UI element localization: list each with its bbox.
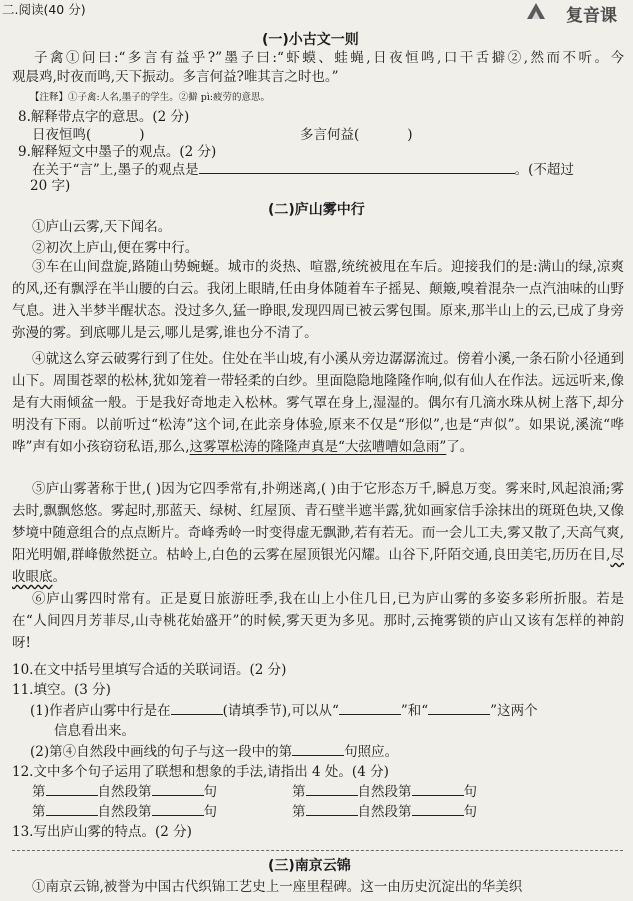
q12-di: 第	[292, 804, 306, 820]
part2-p6-text: ⑥庐山雾四时常有。正是夏日旅游旺季,我在山上小住几日,已为庐山雾的多姿多彩所折服。若是在“人间四月芳菲尽,山寺桃花始盛开”的时候,雾天更为多见。那时,云掩雾锁的庐山又该有怎样的神韵呀!	[12, 591, 624, 651]
q12-row2	[32, 800, 217, 820]
q9-line	[32, 158, 574, 178]
q12-duan: 自然段第	[97, 804, 152, 820]
part1-text-line2-wrap	[12, 68, 624, 86]
section-heading: 二.阅读(40 分)	[2, 2, 86, 17]
part3-p1	[12, 876, 624, 898]
q11-season-blank[interactable]	[171, 702, 223, 715]
part1-note: 【注释】①子禽:人名,墨子的学生。②擗 pì:疲劳的意思。	[30, 92, 271, 103]
q12-ju: 句	[203, 804, 217, 820]
section-divider	[12, 850, 623, 851]
logo-text: 复音课	[566, 6, 617, 26]
part2-p5	[12, 478, 624, 588]
q11-info1-blank[interactable]	[339, 702, 401, 715]
part2-title: (二)庐山雾中行	[268, 202, 365, 218]
q12-duan: 自然段第	[97, 784, 152, 800]
q11-1-c: ”和“	[400, 703, 429, 719]
q11-1-d: ”这两个	[490, 703, 538, 719]
q11-1-e: 信息看出来。	[54, 723, 135, 739]
q11-sentence-blank[interactable]	[292, 743, 344, 756]
part1-text-line1: 子禽①问曰:“多言有益乎?”墨子曰:“虾蟆、蛙蝇,日夜恒鸣,口干舌擗②,然而不听。今	[34, 50, 624, 66]
q12-row2b	[292, 800, 477, 820]
part2-p1: ①庐山云雾,天下闻名。	[32, 219, 172, 235]
part2-p6	[12, 588, 624, 654]
q8-item: 日夜恒鸣( )	[32, 127, 145, 143]
part3-title: (三)南京云锦	[268, 858, 351, 874]
q8-item2-label: 多言何益(	[300, 127, 360, 143]
q12-di: 第	[32, 804, 46, 820]
part2-p3-text: ③车在山间盘旋,路随山势蜿蜒。城市的炎热、喧嚣,统统被甩在车后。迎接我们的是:满山的绿,凉爽的风,还有飘浮在半山腰的白云。我闭上眼睛,任由身体随着车子摇晃、颠簸,嗅着混杂一点汽油味的山野气息。进入半梦半醒状态。没过多久,猛一睁眼,发现四周已被云雾包围。原来,那半山上的云,已成了身旁弥漫的雾。到底哪儿是云,哪儿是雾,谁也分不清了。	[12, 259, 624, 341]
part2-p5-wave: 尽收眼底	[12, 547, 625, 585]
q8-text: 8.解释带点字的意思。(2 分)	[18, 109, 190, 125]
q12-blank-3a[interactable]	[46, 803, 98, 816]
q12-row1b	[292, 780, 477, 800]
part2-p5-end: 。	[52, 569, 66, 585]
q8-item-label: 日夜恒鸣(	[32, 127, 92, 143]
part3-p1-text: ①南京云锦,被誉为中国古代织锦工艺史上一座里程碑。这一由历史沉淀出的华美织	[32, 879, 523, 895]
part2-p4-text: ④就这么穿云破雾行到了住处。住处在半山坡,有小溪从旁边潺潺流过。傍着小溪,一条石阶小径通到山下。周围苍翠的松林,犹如笼着一带轻柔的白纱。里面隐隐地隆隆作响,似有仙人在作法。远远听来,像是有大雨倾盆一般。于是我好奇地走入松林。雾气罩在身上,湿湿的。偶尔有几滴水珠从树上落下,却分明没有下雨。以前听过“松涛”这个词,在此亲身体验,原来不仅是“形似”,也是“声似”。如果说,溪流“哗哗”声有如小孩窃窃私语,那么,	[12, 351, 624, 455]
q9-tail2: 20 字)	[30, 178, 71, 194]
q12-blank-2b[interactable]	[412, 783, 464, 796]
q12-blank-1a[interactable]	[46, 783, 98, 796]
q11-2-a: (2)第④自然段中画线的句子与这一段中的第	[30, 744, 293, 760]
q9-label: 在关于“言”上,墨子的观点是	[32, 162, 199, 178]
q9-tail: 。(不超过	[514, 162, 574, 178]
q9-answer-blank[interactable]	[199, 161, 515, 174]
part2-p2: ②初次上庐山,便在雾中行。	[32, 240, 199, 256]
q11-text: 11.填空。(3 分)	[12, 682, 111, 698]
part1-text-line2: 观晨鸡,时夜而鸣,天下振动。多言何益?唯其言之时也。”	[12, 69, 339, 85]
q12-ju: 句	[463, 784, 477, 800]
q12-duan: 自然段第	[357, 804, 412, 820]
part2-p4	[12, 348, 624, 458]
q11-1-b: (请填季节),可以从“	[222, 703, 339, 719]
q11-1	[30, 699, 538, 719]
q12-blank-2a[interactable]	[306, 783, 358, 796]
q9-text: 9.解释短文中墨子的观点。(2 分)	[18, 144, 217, 160]
q12-ju: 句	[463, 804, 477, 820]
q12-di: 第	[32, 784, 46, 800]
part2-p4-end: 了。	[446, 439, 474, 455]
q11-1-a: (1)作者庐山雾中行是在	[30, 703, 171, 719]
q11-info2-blank[interactable]	[428, 702, 490, 715]
q12-ju: 句	[203, 784, 217, 800]
q10-text: 10.在文中括号里填写合适的关联词语。(2 分)	[12, 662, 287, 678]
part1-title: (一)小古文一则	[262, 32, 359, 48]
q11-2-b: 句照应。	[344, 744, 399, 760]
q12-blank-4b[interactable]	[412, 803, 464, 816]
q12-blank-1b[interactable]	[152, 783, 204, 796]
part2-p3	[12, 256, 624, 344]
part1-text	[12, 49, 624, 67]
q8-item2: 多言何益( )	[300, 127, 413, 143]
q12-row1	[32, 780, 217, 800]
q12-duan: 自然段第	[357, 784, 412, 800]
q12-text: 12.文中多个句子运用了联想和想象的手法,请指出 4 处。(4 分)	[12, 764, 389, 780]
q12-blank-3b[interactable]	[152, 803, 204, 816]
q12-di: 第	[292, 784, 306, 800]
q11-2	[30, 740, 398, 760]
part2-p5-text: ⑤庐山雾著称于世,( )因为它四季常有,扑朔迷离,( )由于它形态万千,瞬息万变。雾来时,风起浪涌;雾去时,飘飘悠悠。雾起时,那蓝天、绿树、红屋顶、青石壁半遮半露,犹如画家信手涂抹出的斑斑色块,又像梦境中随意组合的点点断片。奇峰秀岭一时变得虚无飘渺,若有若无。而一会儿工夫,雾又散了,天高气爽,阳光明媚,群峰傲然挺立。枯岭上,白色的云雾在屋顶银光闪耀。山谷下,阡陌交通,良田美宅,历历在目,	[12, 481, 624, 563]
part2-p4-underlined: 这雾罩松涛的隆隆声真是“大弦嘈嘈如急雨”	[189, 439, 447, 455]
logo-icon	[527, 3, 545, 19]
q12-blank-4a[interactable]	[306, 803, 358, 816]
q13-text: 13.写出庐山雾的特点。(2 分)	[12, 824, 192, 840]
